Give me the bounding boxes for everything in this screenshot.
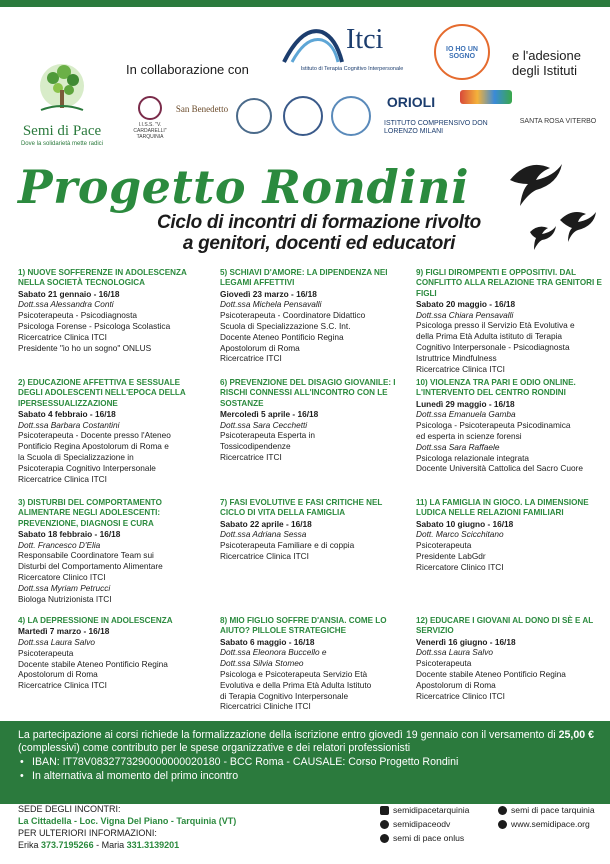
session-detail: Cognitivo Interpersonale - Psicodiagnosta [416,342,570,353]
swallows-icon [500,150,604,254]
session-detail: Psicologa - Psicoterapeuta Psicodinamica [416,420,571,431]
session-detail: la Scuola di Specializzazione in [18,452,134,463]
session-card [220,616,406,712]
session-detail: Ricercatrice ITCI [220,353,282,364]
registration-text-a: La partecipazione ai corsi richiede la formalizzazione della iscrizione entro giovedì 19 gennaio con il versamento di [18,729,559,741]
session-speaker: Dott.ssa Emanuela Gamba [416,409,516,420]
session-detail: Apostolorum di Roma [416,679,496,690]
session-title: 4) LA DEPRESSIONE IN ADOLESCENZA [18,616,173,625]
page-subtitle [154,212,484,254]
institute-logos [126,90,604,150]
session-card [18,616,204,691]
session-detail: Docente Ateneo Pontificio Regina [220,331,344,342]
session-speaker: Dott.ssa Chiara Pensavalli [416,309,514,320]
tarquinia-handle: semi di pace tarquinia [511,805,595,815]
republic-emblem-icon [283,96,323,136]
institute-santa-rosa [514,118,602,125]
session-detail: Istruttrice Mindfulness [416,352,497,363]
session-title: 2) EDUCAZIONE AFFETTIVA E SESSUALE DEGLI ADOLESCENTI NELL'EPOCA DELLA IPERSESSUALIZZAZIONE [18,378,186,408]
session-speaker: Dott.ssa Eleonora Buccello e [220,647,327,658]
session-detail: Psicoterapeuta - Docente presso l'Ateneo [18,430,171,441]
venue-label: SEDE DEGLI INCONTRI: [18,804,121,814]
session-detail: Psicologa Forense - Psicologa Scolastica [18,320,171,331]
session-detail: Ricercatrice Clinica ITCI [220,550,309,561]
alternative-line: • In alternativa al momento del primo incontro [18,769,594,783]
session-detail: Presidente "io ho un sogno" ONLUS [18,342,152,353]
session-date: Sabato 22 aprile - 16/18 [220,518,312,529]
session-detail: Ricercatrice Clinica ITCI [18,680,107,691]
institute-crest-2 [282,96,324,136]
session-date: Sabato 6 maggio - 16/18 [220,636,315,647]
session-detail: della Prima Età Adulta istituto di Terapia [416,331,563,342]
footer-info [18,803,236,851]
institute-san-benedetto-label: San Benedetto [175,104,229,114]
itci-subtitle: Istituto di Terapia Cognitivo Interpersonale [300,66,404,72]
website-link[interactable] [498,819,590,829]
facebook-link[interactable] [380,819,450,829]
onlus-link[interactable] [380,833,464,843]
contact-separator: - Maria [93,840,127,850]
session-date: Sabato 10 giugno - 16/18 [416,518,514,529]
session-title: 6) PREVENZIONE DEL DISAGIO GIOVANILE: I RISCHI CONNESSI ALL'INCONTRO CON LE SOSTANZE [220,378,396,408]
itci-wave-icon [282,22,344,66]
session-detail: Evolutiva e della Prima Età Adulta Istituto [220,679,372,690]
session-card [416,268,604,374]
semi-di-pace-logo [16,60,108,147]
session-detail: Psicoterapeuta Familiare e di coppia [220,540,355,551]
session-detail: Psicoterapeuta Esperta in [220,430,316,441]
institute-santa-rosa-label: SANTA ROSA VITERBO [519,118,597,125]
session-detail: Scuola di Specializzazione S.C. Int. [220,320,351,331]
contact-1-phone[interactable]: 373.7195266 [41,840,94,850]
heart-icon [498,806,507,815]
session-date: Giovedì 23 marzo - 16/18 [220,288,317,299]
subtitle-line1: Ciclo di incontri di formazione rivolto [157,212,481,233]
session-speaker: Dott.ssa Laura Salvo [416,647,494,658]
session-card [18,378,204,484]
session-title: 12) EDUCARE I GIOVANI AL DONO DI SÈ E AL SERVIZIO [416,616,594,636]
session-detail: Ricercatore Clinico ITCI [18,572,106,583]
website-url: www.semidipace.org [511,819,590,829]
institute-crest-3 [330,96,372,136]
session-speaker: Dott.ssa Adriana Sessa [220,529,307,540]
tree-icon [31,60,93,116]
globe-icon [498,820,507,829]
itci-word: Itci [346,24,384,55]
session-detail: di Terapia Cognitivo Interpersonale [220,690,349,701]
session-card [18,268,204,353]
session-detail: Disturbi del Comportamento Alimentare [18,561,163,572]
session-card [220,498,406,562]
subtitle-line2: a genitori, docenti ed educatori [182,233,456,254]
contact-1-name: Erika [18,840,42,850]
tarquinia-link[interactable] [498,805,595,815]
session-detail: Psicoterapeuta [416,540,472,551]
session-detail: Ricercatore Clinico ITCI [416,561,504,572]
iban-line: • IBAN: IT78V0832773290000000020180 - BCC Roma - CAUSALE: Corso Progetto Rondini [18,755,594,769]
institute-orioli [382,94,440,110]
heart-icon [380,834,389,843]
registration-band [0,721,610,804]
session-speaker: Dott.ssa Michela Pensavalli [220,299,322,310]
org-name: Semi di Pace [22,123,102,139]
io-ho-un-sogno-logo [434,24,490,80]
instagram-handle: semidipacetarquinia [393,805,470,815]
session-title: 11) LA FAMIGLIA IN GIOCO. LA DIMENSIONE LUDICA NELLE RELAZIONI FAMILIARI [416,498,589,518]
session-speaker: Dott.ssa Sara Raffaele [416,441,500,452]
session-speaker: Dott.ssa Barbara Costantini [18,419,120,430]
instagram-link[interactable] [380,805,469,815]
institute-cardarelli [130,96,170,140]
registration-amount: 25,00 € [558,729,594,741]
session-speaker: Dott.ssa Myriam Petrucci [18,582,111,593]
session-speaker: Dott.ssa Laura Salvo [18,637,96,648]
session-title: 10) VIOLENZA TRA PARI E ODIO ONLINE. L'INTERVENTO DEL CENTRO RONDINI [416,378,576,398]
session-date: Sabato 21 gennaio - 16/18 [18,288,120,299]
venue-address: La Cittadella - Loc. Vigna Del Piano - Tarquinia (VT) [18,816,237,826]
session-detail: Docente stabile Ateneo Pontificio Regina [416,668,566,679]
session-detail: ed esperta in scienze forensi [416,430,522,441]
session-card [416,616,604,701]
itci-logo [282,22,422,78]
session-speaker: Dott.ssa Sara Cecchetti [220,419,308,430]
registration-text-b: (complessivi) come contributo per le spese organizzative e dei relatori professionisti [18,742,411,754]
session-card [416,378,604,474]
session-detail: Psicoterapeuta - Psicodiagnosta [18,310,137,321]
session-detail: Responsabile Coordinatore Team sui [18,550,154,561]
session-date: Mercoledì 5 aprile - 16/18 [220,408,319,419]
session-title: 8) MIO FIGLIO SOFFRE D'ANSIA. COME LO AIUTO? PILLOLE STRATEGICHE [220,616,387,636]
institute-milani-label: ISTITUTO COMPRENSIVO DON LORENZO MILANI [384,120,488,135]
session-detail: Ricercatrici Cliniche ITCI [220,701,311,712]
adesione-line1: e l'adesione [512,48,581,63]
session-date: Sabato 4 febbraio - 16/18 [18,408,116,419]
crest-icon [236,98,272,134]
session-detail: Apostolorum di Roma [18,669,98,680]
session-date: Martedì 7 marzo - 16/18 [18,626,110,637]
session-speaker: Dott.ssa Alessandra Conti [18,299,114,310]
session-detail: Psicologa presso il Servizio Età Evolutiva e [416,320,575,331]
institute-milani [384,120,514,136]
facebook-icon [380,820,389,829]
session-card [416,498,604,573]
session-title: 1) NUOVE SOFFERENZE IN ADOLESCENZA NELLA SOCIETÀ TECNOLOGICA [18,268,187,288]
session-card [220,378,406,463]
adesione-label [512,48,581,78]
info-label: PER ULTERIORI INFORMAZIONI: [18,828,157,838]
collab-label: In collaborazione con [126,62,249,77]
session-detail: Psicoterapeuta [416,658,472,669]
contacts [18,839,236,851]
session-card [220,268,406,364]
session-detail: Ricercatrice Clinico ITCI [416,690,505,701]
session-detail: Psicoterapeuta - Coordinatore Didattico [220,310,366,321]
institute-orioli-label: ORIOLI [386,94,436,110]
school-emblem-icon [331,96,371,136]
adesione-line2: degli Istituti [512,63,578,78]
org-tagline: Dove la solidarietà mette radici [20,141,104,147]
top-stripe [0,0,610,7]
session-card [18,498,204,604]
session-detail: Ricercatrice ITCI [220,452,282,463]
session-title: 9) FIGLI DIROMPENTI E OPPOSITIVI. DAL CONFLITTO ALLA RELAZIONE TRA GENITORI E FIGLI [416,268,602,298]
session-detail: Pontificio Regina Apostolorum di Roma e [18,441,169,452]
session-detail: Docente stabile Ateneo Pontificio Regina [18,658,168,669]
session-detail: Ricercatrice Clinica ITCI [416,363,505,374]
institute-cardarelli-label: I.I.S.S. "V. CARDARELLI" TARQUINIA [133,122,167,140]
facebook-handle: semidipaceodv [393,819,451,829]
session-title: 3) DISTURBI DEL COMPORTAMENTO ALIMENTARE NEGLI ADOLESCENTI: PREVENZIONE, DIAGNOSI E CURA [18,498,162,528]
session-date: Sabato 20 maggio - 16/18 [416,298,516,309]
session-detail: Ricercatrice Clinica ITCI [18,473,107,484]
session-detail: Psicoterapia Cognitivo Interpersonale [18,462,156,473]
instagram-icon [380,806,389,815]
contact-2-phone[interactable]: 331.3139201 [126,840,180,850]
session-date: Sabato 18 febbraio - 16/18 [18,528,121,539]
session-date: Lunedì 29 maggio - 16/18 [416,398,515,409]
session-title: 7) FASI EVOLUTIVE E FASI CRITICHE NEL CICLO DI VITA DELLA FAMIGLIA [220,498,383,518]
session-detail: Docente Università Cattolica del Sacro Cuore [416,463,583,474]
session-speaker: Dott.ssa Silvia Stomeo [220,658,304,669]
cardarelli-icon [138,96,162,120]
session-detail: Ricercatrice Clinica ITCI [18,331,107,342]
institute-san-benedetto [174,104,230,114]
onlus-handle: semi di pace onlus [393,833,465,843]
session-detail: Psicoterapeuta [18,647,74,658]
session-date: Venerdì 16 giugno - 16/18 [416,636,516,647]
session-detail: Psicologa relazionale integrata [416,452,530,463]
registration-text [18,729,594,755]
session-detail: Apostolorum di Roma [220,342,300,353]
session-detail: Biologa Nutrizionista ITCI [18,593,112,604]
io-ho-un-sogno-label: IO HO UN SOGNO [446,46,478,60]
institute-crest-1 [234,98,274,134]
page-title: Progetto Rondini [18,160,470,214]
session-detail: Presidente LabGdr [416,550,486,561]
institute-crest-4 [458,90,514,104]
session-title: 5) SCHIAVI D'AMORE: LA DIPENDENZA NEI LEGAMI AFFETTIVI [220,268,388,288]
session-detail: Psicologa e Psicoterapeuta Servizio Età [220,668,368,679]
session-detail: Tossicodipendenze [220,441,291,452]
colorful-logo-icon [460,90,512,104]
session-speaker: Dott. Francesco D'Elia [18,539,101,550]
session-speaker: Dott. Marco Scicchitano [416,529,504,540]
